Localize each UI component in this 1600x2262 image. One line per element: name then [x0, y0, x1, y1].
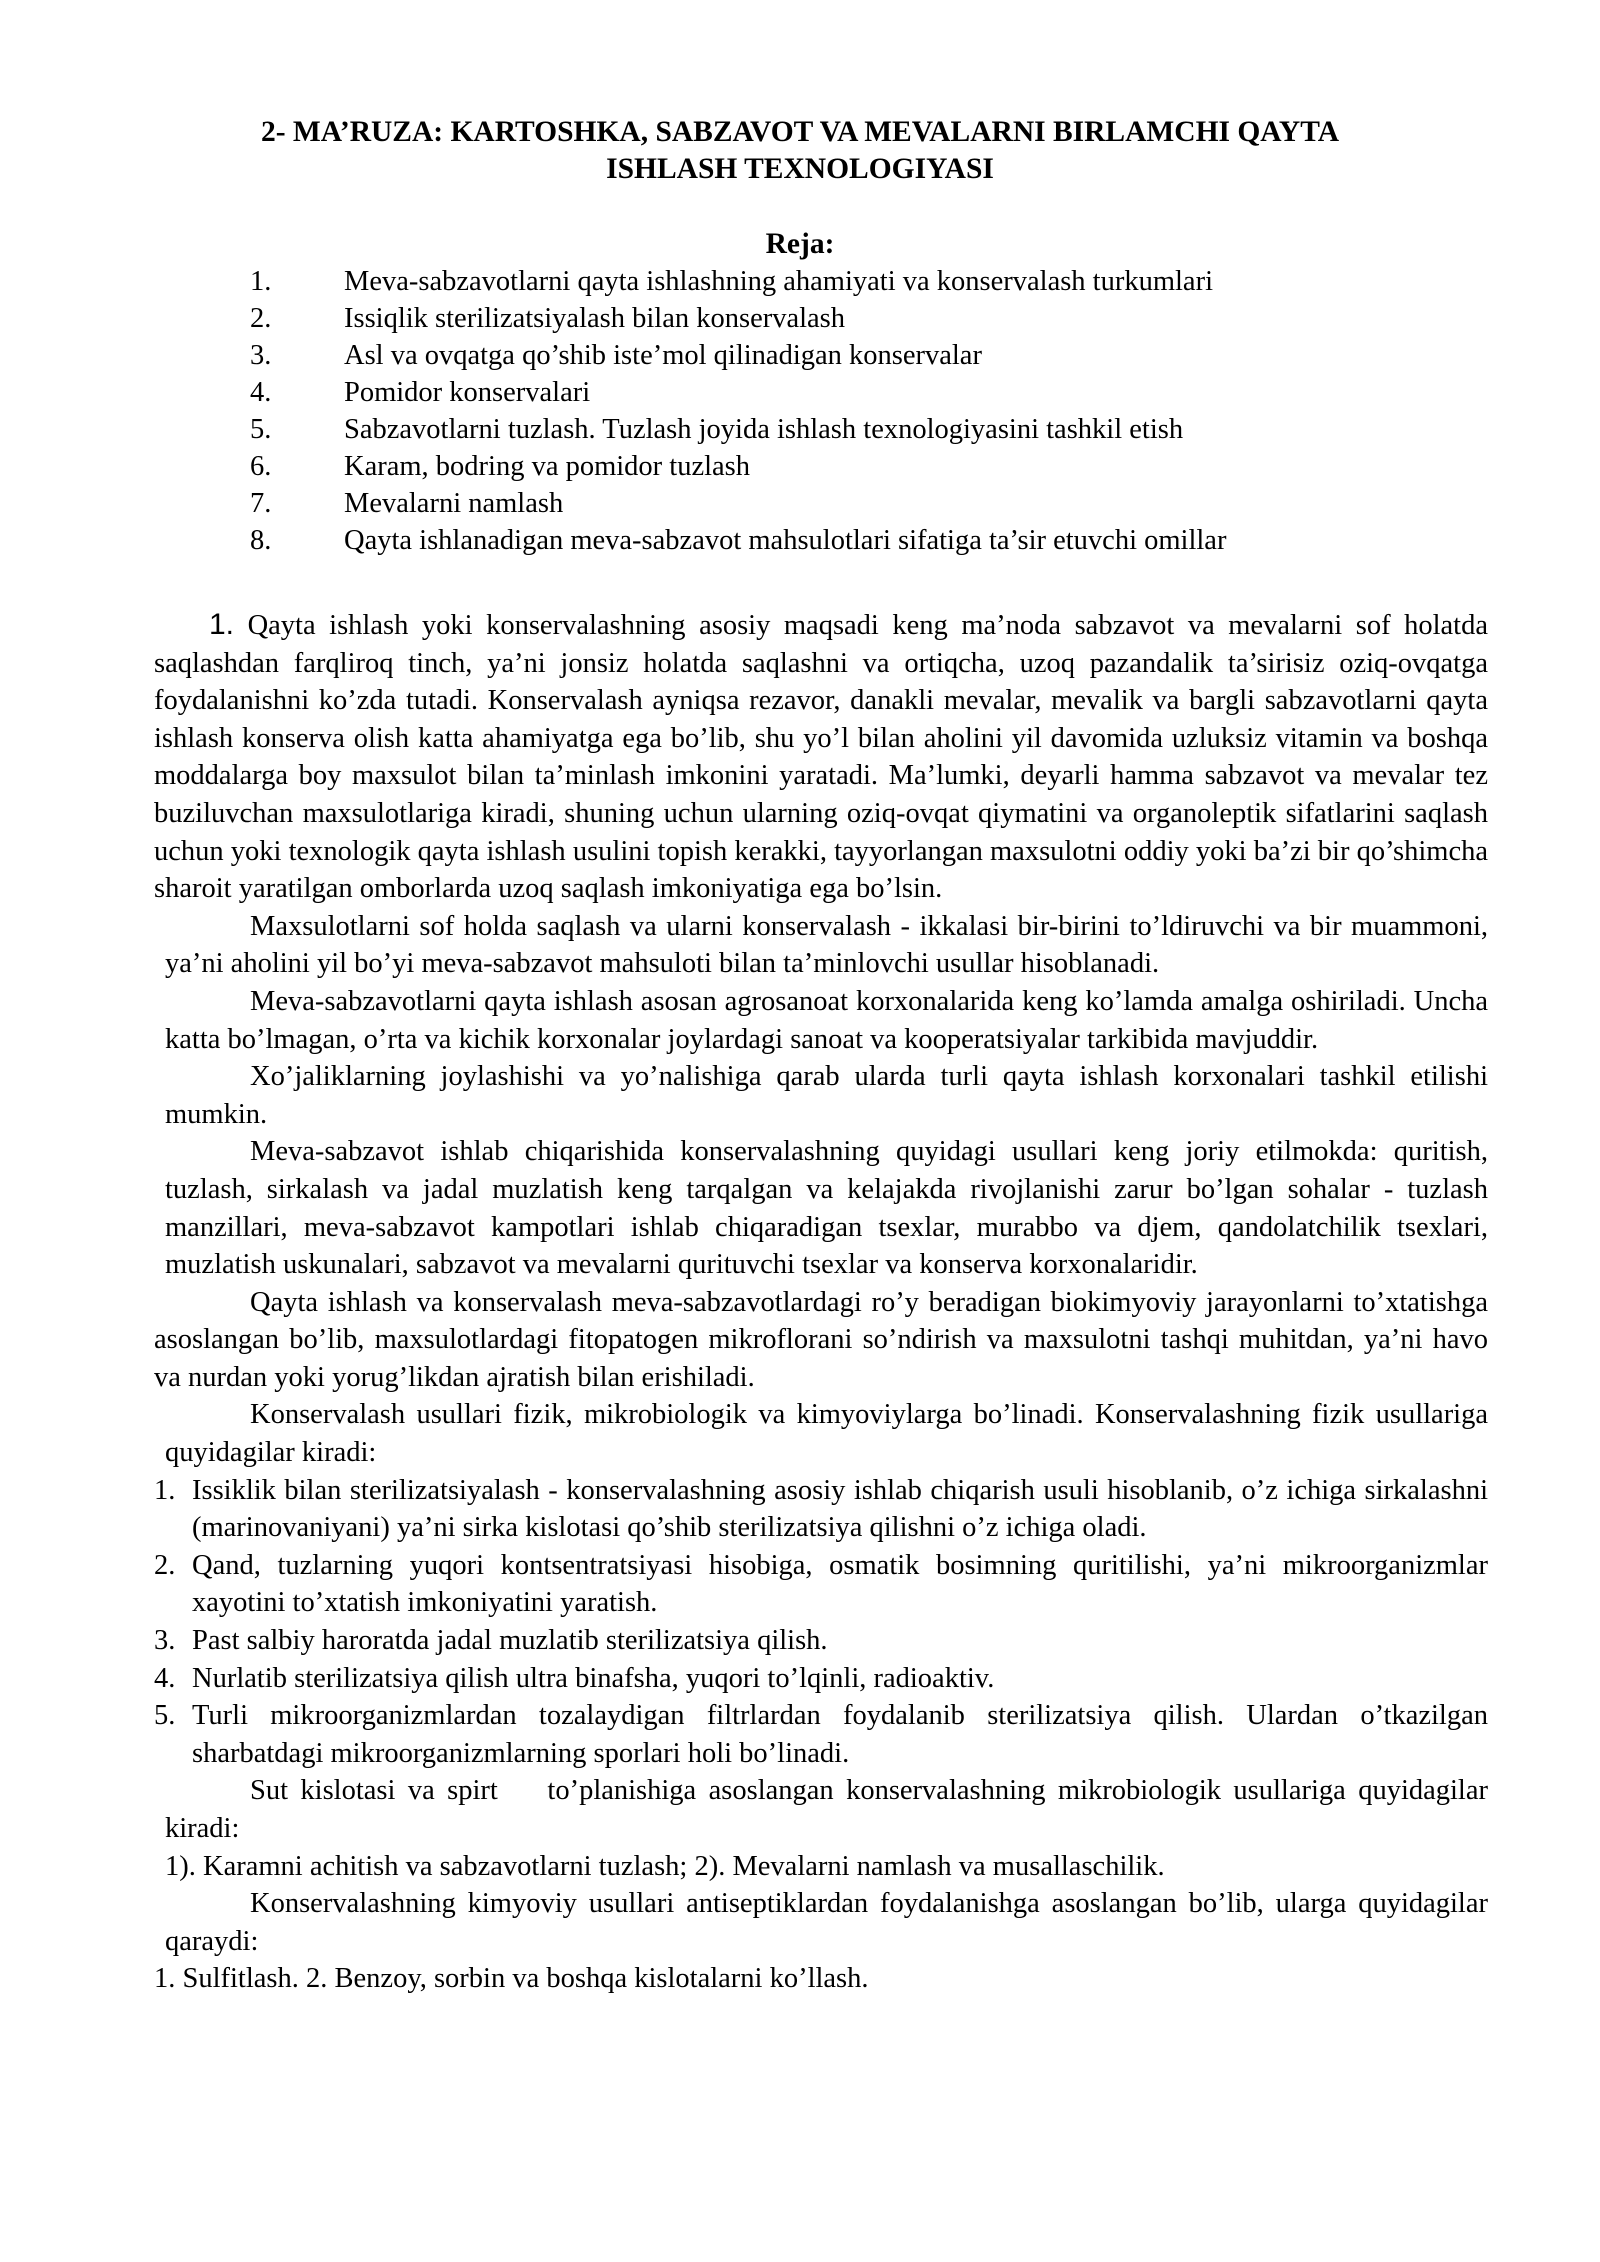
list-item: 5. Turli mikroorganizmlardan tozalaydigan filtrlardan foydalanib sterilizatsiya qilish. Ulardan o’tkazilgan sharbatdagi mikroorganizmlarning sporlari holi bo’linadi.	[154, 1700, 1488, 1769]
paragraph-7: Konservalash usullari fizik, mikrobiologik va kimyoviylarga bo’linadi. Konservalashning fizik usullariga quyidagilar kiradi:	[165, 1399, 1488, 1469]
list-item: 2. Qand, tuzlarning yuqori kontsentratsiyasi hisobiga, osmatik bosimning quritilishi, ya’ni mikroorganizmlar xayotini to’xtatish imkoniyatini yaratish.	[154, 1549, 1488, 1619]
list-item: 3. Past salbiy haroratda jadal muzlatib sterilizatsiya qilish.	[154, 1625, 828, 1657]
paragraph-5: Meva-sabzavot ishlab chiqarishida konservalashning quyidagi usullari keng joriy etilmokda: quritish, tuzlash, sirkalash va jadal muzlatish keng tarqalgan va kelajakda rivojlanishi zarur bo’lgan sohalar - tuzlash manzillari, meva-sabzavot kampotlari ishlab chiqaradigan tsexlar, murabbo va djem, qandolatchilik tsexlari, muzlatish uskunalari, sabzavot va mevalarni qurituvchi tsexlar va konserva korxonalaridir.	[165, 1136, 1488, 1281]
plan-item: 1. Meva-sabzavotlarni qayta ishlashning ahamiyati va konservalash turkumlari	[250, 266, 1213, 297]
paragraph-10: Konservalashning kimyoviy usullari antiseptiklardan foydalanishga asoslangan bo’lib, ularga quyidagilar qaraydi:	[165, 1888, 1488, 1957]
paragraph-8: Sut kislotasi va spirt to’planishiga asoslangan konservalashning mikrobiologik usullariga quyidagilar kiradi:	[165, 1775, 1496, 1844]
plan-item: 3. Asl va ovqatga qo’shib iste’mol qilinadigan konservalar	[250, 340, 982, 371]
plan-heading: Reja:	[765, 228, 835, 260]
plan-item: 7. Mevalarni namlash	[250, 488, 564, 519]
plan-item: 2. Issiqlik sterilizatsiyalash bilan konservalash	[250, 303, 846, 334]
title-line-2: ISHLASH TEXNOLOGIYASI	[606, 153, 994, 185]
list-item: 1. Issiklik bilan sterilizatsiyalash - konservalashning asosiy ishlab chiqarish usuli hisoblanib, o’z ichiga sirkalashni (marinovaniyani) ya’ni sirka kislotasi qo’shib sterilizatsiya qilishni o’z ichiga oladi.	[154, 1474, 1488, 1544]
plan-item: 4. Pomidor konservalari	[250, 377, 591, 408]
plan-item: 6. Karam, bodring va pomidor tuzlash	[250, 451, 751, 482]
paragraph-11: 1. Sulfitlash. 2. Benzoy, sorbin va boshqa kislotalarni ko’llash.	[154, 1963, 869, 1995]
paragraph-6: Qayta ishlash va konservalash meva-sabzavotlardagi ro’y beradigan biokimyoviy jarayonlarni to’xtatishga asoslangan bo’lib, maxsulotlardagi fitopatogen mikroflorani so’ndirish va maxsulotni tashqi muhitdan, ya’ni havo va nurdan yoki yorug’likdan ajratish bilan erishiladi.	[154, 1286, 1488, 1393]
lecture-title	[0, 114, 1600, 188]
plan-list	[250, 263, 1450, 559]
paragraph-4: Xo’jaliklarning joylashishi va yo’nalishiga qarab ularda turli qayta ishlash korxonalari tashkil etilishi mumkin.	[165, 1061, 1488, 1130]
paragraph-1: 1. Qayta ishlash yoki konservalashning asosiy maqsadi keng ma’noda sabzavot va mevalarni sof holatda saqlashdan farqliroq tinch, ya’ni jonsiz holatda saqlashni va ortiqcha, uzoq pazandalik ta’sirisiz oziq-ovqatga foydalanishni ko’zda tutadi. Konservalash ayniqsa rezavor, danakli mevalar, mevalik va bargli sabzavotlarni qayta ishlash konserva olish katta ahamiyatga ega bo’lib, shu yo’l bilan aholini yil davomida uzluksiz vitamin va boshqa moddalarga boy maxsulot bilan ta’minlash imkonini yaratadi. Ma’lumki, deyarli hamma sabzavot va mevalar tez buziluvchan maxsulotlariga kiradi, shuning uchun ularning oziq-ovqat qiymatini va organoleptik sifatlarini saqlash uchun yoki texnologik qayta ishlash usulini topish kerakki, tayyorlangan maxsulotni oddiy yoki ba’zi bir qo’shimcha sharoit yaratilgan omborlarda uzoq saqlash imkoniyatiga ega bo’lsin.	[154, 608, 1489, 905]
title-line-1: 2- MA’RUZA: KARTOSHKA, SABZAVOT VA MEVALARNI BIRLAMCHI QAYTA	[260, 116, 1340, 148]
physical-methods-list	[154, 1472, 1488, 1773]
plan-item: 8. Qayta ishlanadigan meva-sabzavot mahsulotlari sifatiga ta’sir etuvchi omillar	[250, 525, 1227, 556]
paragraph-3: Meva-sabzavotlarni qayta ishlash asosan agrosanoat korxonalarida keng ko’lamda amalga oshiriladi. Uncha katta bo’lmagan, o’rta va kichik korxonalar joylardagi sanoat va kooperatsiyalar tarkibida mavjuddir.	[165, 985, 1488, 1055]
lecture-body	[154, 606, 1496, 1998]
plan-item: 5. Sabzavotlarni tuzlash. Tuzlash joyida ishlash texnologiyasini tashkil etish	[250, 414, 1184, 445]
paragraph-9: 1). Karamni achitish va sabzavotlarni tuzlash; 2). Mevalarni namlash va musallaschilik.	[165, 1850, 1165, 1882]
paragraph-2: Maxsulotlarni sof holda saqlash va ularni konservalash - ikkalasi bir-birini to’ldiruvchi va bir muammoni, ya’ni aholini yil bo’yi meva-sabzavot mahsuloti bilan ta’minlovchi usullar hisoblanadi.	[165, 910, 1488, 980]
list-item: 4. Nurlatib sterilizatsiya qilish ultra binafsha, yuqori to’lqinli, radioaktiv.	[154, 1662, 995, 1694]
